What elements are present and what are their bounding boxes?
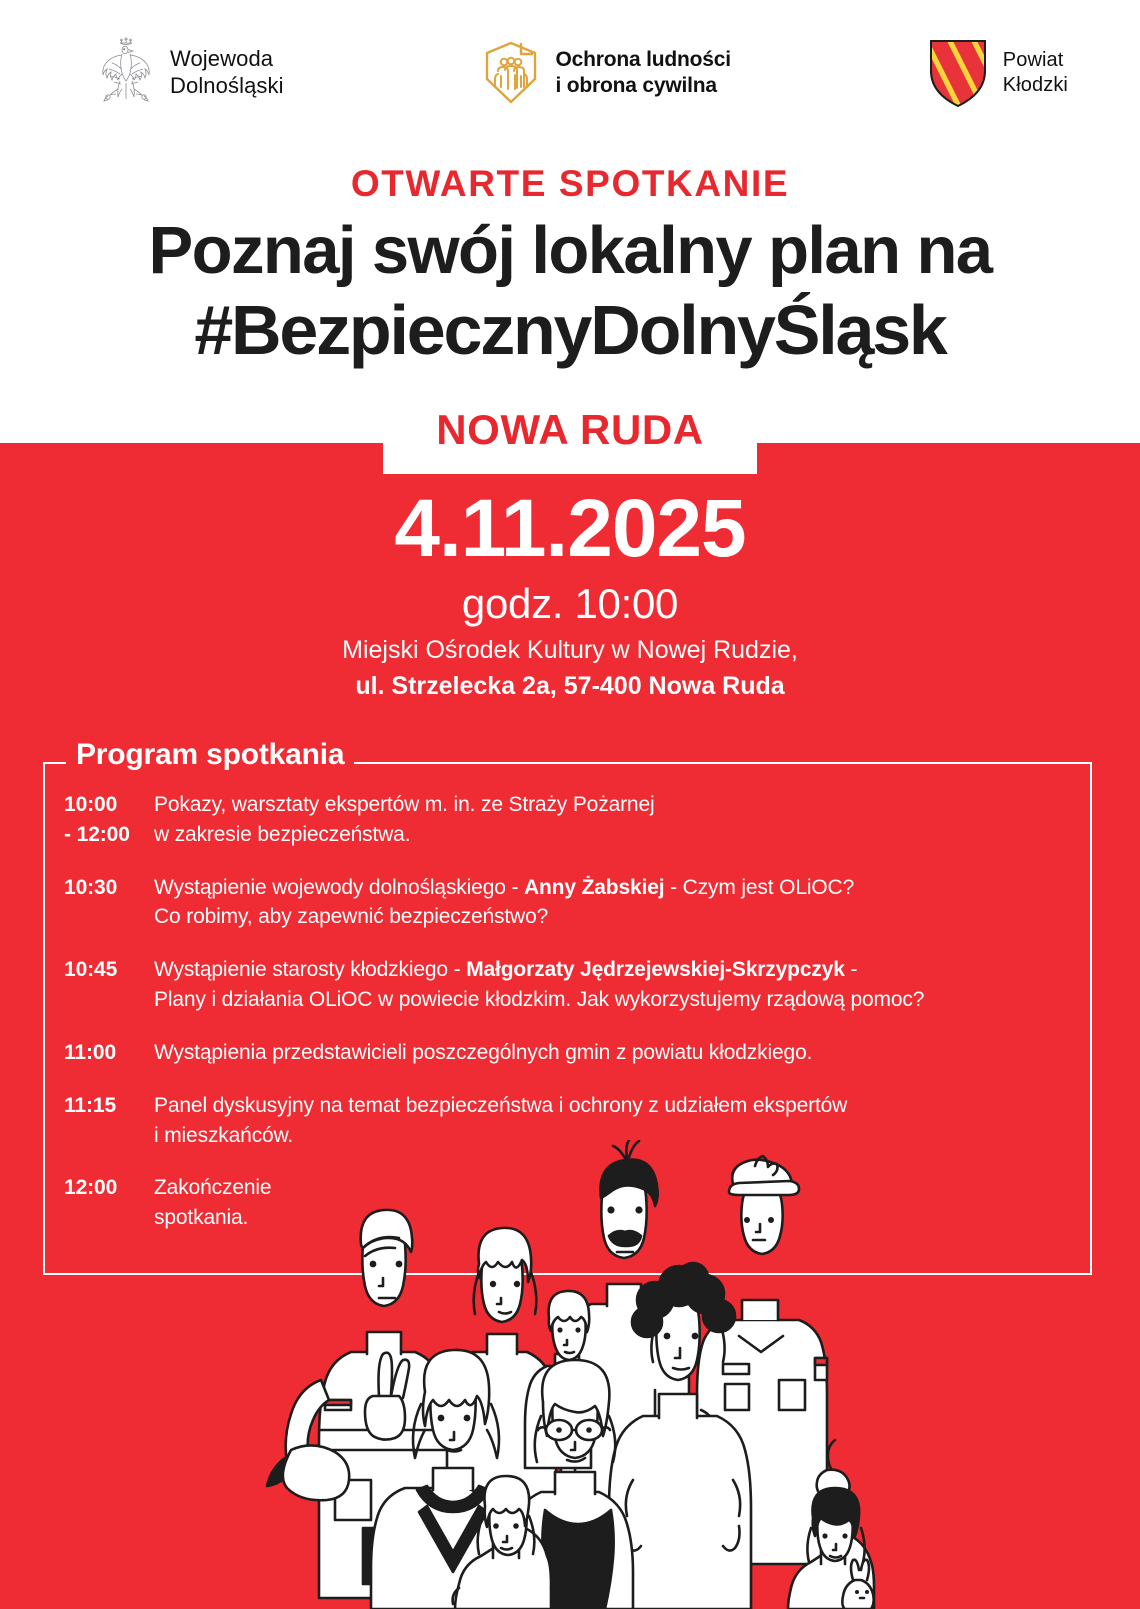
logo-powiat-line2: Kłodzki — [1002, 73, 1068, 96]
group-of-people-illustration — [255, 1140, 895, 1609]
program-item-text: Wystąpienie starosty kłodzkiego - — [154, 958, 467, 982]
program-item-line — [154, 902, 1074, 932]
program-item-highlight: Anny Żabskiej — [523, 875, 665, 899]
program-item-time — [64, 1038, 154, 1068]
powiat-klodzki-coat-of-arms-icon — [927, 37, 989, 109]
program-item-text: Wystąpienia przedstawicieli poszczególnych gmin z powiatu kłodzkiego. — [154, 1040, 813, 1064]
program-item-time — [64, 790, 154, 850]
logo-wojewoda-line2: Dolnośląski — [170, 72, 284, 98]
civil-protection-shield-icon — [480, 40, 542, 106]
program-item-time-end: - 12:00 — [64, 822, 130, 846]
event-date: 4.11.2025 — [394, 483, 746, 574]
program-item-time-start: 11:00 — [64, 1040, 117, 1064]
program-item-line — [154, 1038, 1074, 1068]
program-item-text: - — [844, 958, 858, 982]
program-item-text: w zakresie bezpieczeństwa. — [154, 822, 411, 846]
program-item — [64, 873, 1074, 933]
event-time: godz. 10:00 — [461, 580, 679, 627]
logo-wojewoda-line1: Wojewoda — [170, 45, 274, 71]
program-item-text: Plany i działania OLiOC w powiecie kłodzkim. Jak wykorzystujemy rządową pomoc? — [154, 988, 925, 1012]
logo-powiat — [927, 37, 1068, 109]
program-item-line — [154, 820, 1074, 850]
program-item-time-start: 12:00 — [64, 1176, 118, 1200]
page-title-line1: Poznaj swój lokalny plan na — [148, 213, 992, 288]
program-item-line — [154, 1091, 1074, 1121]
logo-powiat-line1: Powiat — [1002, 49, 1064, 72]
program-item-text: spotkania. — [154, 1206, 249, 1230]
logo-powiat-text — [1003, 48, 1068, 97]
logo-wojewoda — [96, 37, 284, 109]
program-item — [64, 790, 1074, 850]
program-item — [64, 1038, 1074, 1068]
event-address: ul. Strzelecka 2a, 57-400 Nowa Ruda — [355, 672, 785, 700]
logo-wojewoda-text — [170, 46, 284, 100]
program-item-line — [154, 790, 1074, 820]
program-item-text: - Czym jest OLiOC? — [664, 875, 855, 899]
program-item-highlight: Małgorzaty Jędrzejewskiej-Skrzypczyk — [466, 958, 845, 982]
program-item-time — [64, 955, 154, 1015]
logo-olioc-line1: Ochrona ludności — [555, 47, 731, 71]
program-item-text: Panel dyskusyjny na temat bezpieczeństwa i ochrony z udziałem ekspertów — [154, 1093, 848, 1117]
polish-eagle-emblem-icon — [96, 37, 156, 109]
program-item-time-start: 11:15 — [64, 1093, 117, 1117]
program-item — [64, 955, 1074, 1015]
program-item-description — [154, 790, 1074, 850]
program-item-line — [154, 873, 1074, 903]
logo-olioc-line2: i obrona cywilna — [555, 73, 717, 97]
program-item-text: Pokazy, warsztaty ekspertów m. in. ze Straży Pożarnej — [154, 793, 655, 816]
program-title: Program spotkania — [66, 738, 354, 772]
page-title-hashtag: #BezpiecznyDolnyŚląsk — [194, 291, 946, 369]
program-item-text: Zakończenie — [154, 1176, 272, 1200]
program-item-time-start: 10:30 — [64, 875, 118, 899]
program-item-time-start: 10:45 — [64, 958, 118, 982]
program-item-time — [64, 1091, 154, 1151]
program-item-text: i mieszkańców. — [154, 1123, 294, 1147]
program-item-description — [154, 873, 1074, 933]
kicker-text: OTWARTE SPOTKANIE — [350, 163, 790, 204]
program-item-text: Co robimy, aby zapewnić bezpieczeństwo? — [154, 905, 549, 929]
program-item-line — [154, 955, 1074, 985]
city-name: NOWA RUDA — [436, 406, 704, 453]
program-item-description — [154, 1038, 1074, 1068]
program-item-time — [64, 873, 154, 933]
logo-strip — [0, 0, 1140, 145]
program-item-time-start: 10:00 — [64, 793, 118, 816]
program-item-time — [64, 1173, 154, 1233]
program-item-description — [154, 955, 1074, 1015]
event-venue: Miejski Ośrodek Kultury w Nowej Rudzie, — [342, 636, 798, 664]
program-item-line — [154, 985, 1074, 1015]
logo-olioc-text — [556, 47, 731, 98]
program-item-text: Wystąpienie wojewody dolnośląskiego - — [154, 875, 524, 899]
logo-olioc — [480, 40, 731, 106]
